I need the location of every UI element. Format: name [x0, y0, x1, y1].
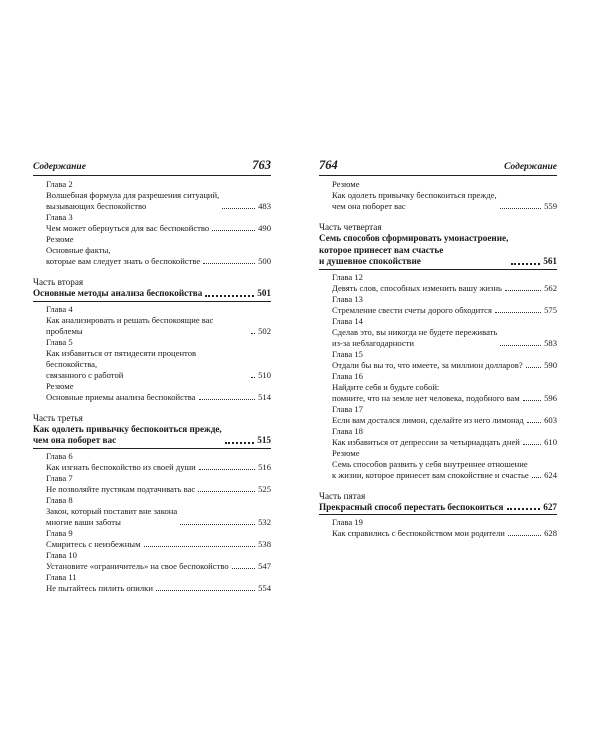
part-entry[interactable] [33, 288, 271, 300]
toc-entry-title: Установите «ограничитель» на свое беспокойство [46, 560, 229, 571]
toc-entry[interactable] [33, 245, 271, 267]
toc-entry-title: Как справились с беспокойством мои родители [332, 528, 505, 538]
leader-dots [526, 367, 541, 368]
toc-entry[interactable] [319, 360, 557, 371]
toc-entry-title: Как изгнать беспокойство из своей души [46, 461, 196, 472]
chapter-label: Резюме [332, 179, 360, 189]
part-page: 515 [257, 435, 271, 445]
part-label: Часть вторая [33, 277, 84, 287]
part-heading [33, 424, 271, 449]
leader-dots [508, 535, 541, 536]
toc-entry-title: Основные приемы анализа беспокойства [46, 391, 196, 402]
toc-entry-page: 596 [544, 392, 557, 403]
toc-entry-title: Как одолеть привычку беспокоиться прежде, чем она поборет вас [332, 190, 497, 211]
toc-entry-title: Чем может обернуться для вас беспокойство [46, 223, 210, 233]
chapter-label: Глава 3 [46, 212, 73, 222]
part-heading [319, 233, 557, 270]
part-entry[interactable] [319, 502, 557, 514]
toc-entry[interactable] [319, 305, 557, 316]
right-page [319, 158, 557, 539]
page-number: 763 [252, 158, 271, 172]
leader-dots [527, 422, 541, 423]
leader-dots [198, 491, 255, 492]
toc-entry-page: 610 [544, 436, 557, 447]
part-title: Как одолеть привычку беспокоиться прежде, чем она поборет вас [33, 423, 222, 445]
toc-entry[interactable] [319, 283, 557, 294]
toc-entry-title: Волшебная формула для разрешения ситуаций, вызывающих беспокойство [46, 190, 220, 211]
part-page: 627 [543, 501, 557, 512]
toc-entry-title: Закон, который поставит вне закона многие ваши заботы [46, 505, 178, 527]
toc-group [33, 179, 271, 267]
chapter-label: Глава 13 [332, 293, 363, 304]
part-title: Семь способов сформировать умонастроение, которое принесет вам счастье и душевное спокойствие [319, 233, 509, 266]
leader-dots [500, 345, 541, 346]
toc-entry[interactable] [33, 506, 271, 528]
toc-entry-title: Не пытайтесь пилить опилки [46, 582, 153, 593]
toc-entry-title: Как избавиться от пятидесяти процентов беспокойства, связанного с работой [46, 347, 197, 380]
toc-entry[interactable] [319, 459, 557, 481]
toc-entry[interactable] [33, 223, 271, 234]
toc-entry-title: Девять слов, способных изменить вашу жизнь [332, 282, 502, 293]
toc-entry[interactable] [33, 392, 271, 403]
toc-entry-page: 532 [258, 516, 271, 527]
toc-entry-title: Смиритесь с неизбежным [46, 538, 141, 549]
chapter-label: Глава 12 [332, 271, 363, 282]
chapter-label: Глава 17 [332, 403, 363, 414]
chapter-label: Глава 7 [46, 472, 73, 483]
toc-entry-page: 538 [258, 538, 271, 549]
leader-dots [251, 377, 255, 378]
chapter-label: Резюме [46, 234, 74, 244]
toc-entry-page: 590 [544, 359, 557, 370]
toc-entry[interactable] [319, 437, 557, 448]
leader-dots [495, 312, 541, 313]
toc-entry-page: 500 [258, 256, 271, 266]
leader-dots [251, 333, 255, 334]
left-page [33, 158, 271, 594]
running-head [33, 158, 271, 176]
leader-dots [500, 208, 541, 209]
toc-entry-page: 575 [544, 304, 557, 315]
leader-dots [232, 568, 255, 569]
leader-dots [225, 442, 255, 444]
part-title: Основные методы анализа беспокойства [33, 288, 203, 298]
chapter-label: Глава 4 [46, 303, 73, 314]
toc-entry[interactable] [33, 484, 271, 495]
toc-entry-page: 624 [544, 469, 557, 480]
toc-entry[interactable] [319, 415, 557, 426]
leader-dots [222, 208, 255, 209]
toc-entry-title: Отдали бы вы то, что имеете, за миллион долларов? [332, 359, 523, 370]
toc-entry-title: Как анализировать и решать беспокоящие вас проблемы [46, 314, 214, 336]
toc-entry-title: Стремление свести счеты дорого обходится [332, 304, 492, 315]
toc-entry[interactable] [33, 583, 271, 594]
chapter-label: Глава 15 [332, 348, 363, 359]
leader-dots [199, 469, 255, 470]
toc-entry-title: Найдите себя и будьте собой: помните, что на земле нет человека, подобного вам [332, 381, 520, 403]
page-number: 764 [319, 158, 338, 172]
toc-entry[interactable] [319, 528, 557, 539]
part-title: Прекрасный способ перестать беспокоиться [319, 501, 504, 512]
leader-dots [212, 230, 255, 231]
toc-entry-title: Сделав это, вы никогда не будете переживать из-за неблагодарности [332, 326, 498, 348]
toc-entry-page: 490 [258, 223, 271, 233]
toc-entry[interactable] [33, 315, 271, 337]
toc-entry[interactable] [33, 462, 271, 473]
toc-entry-page: 483 [258, 201, 271, 211]
toc-entry[interactable] [33, 190, 271, 212]
part-page: 501 [257, 288, 271, 298]
leader-dots [505, 290, 541, 291]
chapter-label: Глава 2 [46, 179, 73, 189]
leader-dots [523, 400, 541, 401]
toc-entry-page: 628 [544, 528, 557, 538]
leader-dots [507, 508, 541, 510]
toc-entry[interactable] [33, 561, 271, 572]
toc-entry-page: 554 [258, 582, 271, 593]
part-label: Часть третья [33, 412, 83, 423]
chapter-label: Глава 9 [46, 527, 73, 538]
toc-entry[interactable] [319, 382, 557, 404]
chapter-label: Резюме [46, 380, 74, 391]
toc-entry[interactable] [319, 190, 557, 212]
toc-entry-title: Если вам достался лимон, сделайте из него лимонад [332, 414, 524, 425]
chapter-label: Глава 19 [332, 517, 363, 527]
chapter-label: Глава 6 [46, 450, 73, 461]
part-heading [319, 502, 557, 516]
toc-entry-page: 502 [258, 325, 271, 336]
chapter-label: Глава 5 [46, 336, 73, 347]
leader-dots [532, 477, 541, 478]
part-entry[interactable] [33, 424, 271, 447]
part-page: 561 [543, 256, 557, 266]
part-label: Часть четвертая [319, 222, 382, 232]
leader-dots [156, 590, 255, 591]
toc-entry-title: Семь способов развить у себя внутреннее отношение к жизни, которое принесет вам спокойствие и счастье [332, 458, 529, 480]
toc-entry-page: 603 [544, 414, 557, 425]
toc-entry-page: 559 [544, 201, 557, 211]
leader-dots [523, 444, 541, 445]
chapter-label: Глава 16 [332, 370, 363, 381]
chapter-label: Глава 10 [46, 549, 77, 560]
leader-dots [199, 399, 256, 400]
toc-entry-title: Основные факты, которые вам следует знать о беспокойстве [46, 245, 201, 266]
leader-dots [180, 524, 255, 525]
toc-entry[interactable] [33, 348, 271, 381]
toc-entry-title: Как избавиться от депрессии за четырнадцать дней [332, 436, 520, 447]
toc-entry[interactable] [33, 539, 271, 550]
toc-entry-page: 514 [258, 391, 271, 402]
chapter-label: Резюме [332, 447, 360, 458]
chapter-label: Глава 18 [332, 425, 363, 436]
part-heading [33, 288, 271, 302]
toc-entry-page: 583 [544, 337, 557, 348]
leader-dots [203, 263, 255, 264]
toc-entry-page: 516 [258, 461, 271, 472]
part-label: Часть пятая [319, 490, 366, 501]
toc-entry-title: Не позволяйте пустякам подтачивать вас [46, 483, 196, 494]
chapter-label: Глава 11 [46, 571, 77, 582]
leader-dots [205, 295, 254, 297]
toc-entry[interactable] [319, 327, 557, 349]
chapter-label: Глава 8 [46, 494, 73, 505]
toc-entry-page: 525 [258, 483, 271, 494]
chapter-label: Глава 14 [332, 315, 363, 326]
part-entry[interactable] [319, 233, 557, 268]
toc-entry-page: 547 [258, 560, 271, 571]
running-head-title: Содержание [33, 162, 86, 172]
leader-dots [511, 263, 540, 265]
toc-entry-page: 510 [258, 369, 271, 380]
running-head-title: Содержание [504, 162, 557, 172]
toc-entry-page: 562 [544, 282, 557, 293]
leader-dots [144, 546, 256, 547]
running-head [319, 158, 557, 176]
